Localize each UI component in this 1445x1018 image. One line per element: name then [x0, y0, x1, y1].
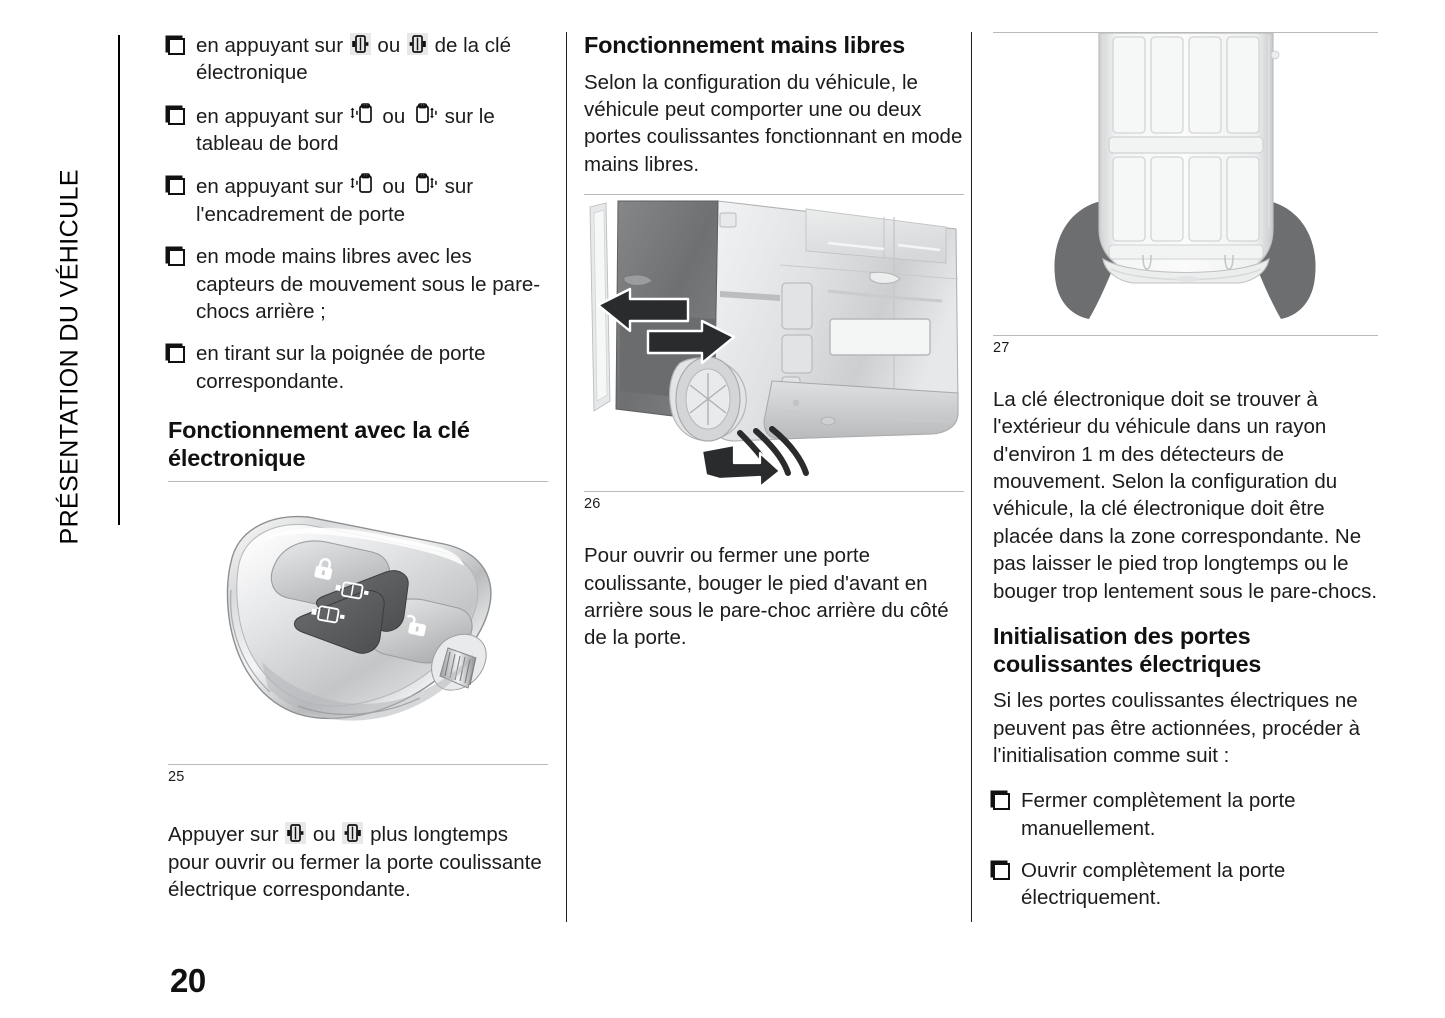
page-number: 20 — [170, 962, 206, 999]
bullet-text-post: de la clé électronique — [196, 34, 511, 85]
square-bullet-icon — [168, 38, 185, 55]
slide-door-right-icon — [342, 822, 363, 844]
bullet-text: Fermer complètement la porte manuellement. — [1021, 789, 1296, 840]
door-frame-switch-left-icon — [350, 172, 376, 196]
handsfree-paragraph: Selon la configuration du véhicule, le véhicule peut comporter une ou deux portes coulissantes fonctionnant en mode mains libres. — [584, 70, 963, 176]
figure-25-image — [168, 482, 548, 764]
bullet-text-post: sur le tableau de bord — [196, 104, 495, 156]
bullet-text-pre: en appuyant sur — [196, 104, 349, 128]
square-bullet-icon — [993, 863, 1010, 880]
initialisation-intro-paragraph: Si les portes coulissantes électriques ne peuvent pas être actionnées, procéder à l'initialisation comme suit : — [993, 689, 1360, 768]
bullet-text: en mode mains libres avec les capteurs de mouvement sous le pare-chocs arrière ; — [196, 245, 541, 323]
section-heading-initialisation: Initialisation des portes coulissantes électriques — [993, 622, 1262, 677]
running-head-rule — [118, 35, 120, 525]
key-range-paragraph: La clé électronique doit se trouver à l'extérieur du véhicule dans un rayon d'environ 1 m des détecteurs de mouvement. Selon la configuration du véhicule, la clé électronique doit être placée dans la zone correspondante. Ne pas laisser le pied trop longtemps ou le bouger trop lentement sous le pare-chocs. — [993, 388, 1378, 603]
paragraph-text-pre: Appuyer sur — [168, 823, 285, 847]
figure-27-image — [993, 33, 1378, 335]
list-item — [993, 857, 1378, 912]
running-head-sidebar — [0, 0, 135, 1018]
column-divider-2 — [971, 32, 972, 922]
figure-26 — [584, 194, 964, 512]
handsfree-usage-paragraph: Pour ouvrir ou fermer une porte coulissante, bouger le pied d'avant en arrière sous le pare-choc arrière du côté de la porte. — [584, 544, 949, 650]
figure-rule-bottom — [168, 764, 548, 765]
figure-26-image — [584, 195, 964, 491]
list-item — [168, 32, 548, 87]
bullet-text-pre: en appuyant sur — [196, 175, 349, 199]
bullet-text: Ouvrir complètement la porte électriquement. — [1021, 859, 1286, 910]
column-3 — [993, 32, 1378, 912]
slide-door-left-icon — [350, 33, 371, 55]
column-2 — [584, 32, 964, 666]
initialisation-steps-list — [993, 787, 1378, 911]
square-bullet-icon — [993, 793, 1010, 810]
list-item — [168, 243, 548, 325]
figure-rule-bottom — [584, 491, 964, 492]
paragraph-text-post: plus longtemps pour ouvrir ou fermer la porte coulissante électrique correspondante. — [168, 823, 542, 902]
slide-door-right-icon — [407, 33, 428, 55]
figure-number: 25 — [168, 769, 185, 786]
figure-rule-bottom — [993, 335, 1378, 336]
list-item — [168, 340, 548, 395]
bullet-text-mid: ou — [371, 34, 406, 57]
list-item — [993, 787, 1378, 842]
running-head-label: PRÉSENTATION DU VÉHICULE — [55, 169, 84, 545]
column-divider-1 — [566, 32, 567, 922]
figure-number: 26 — [584, 496, 601, 513]
open-methods-list — [168, 32, 548, 395]
bullet-text: en tirant sur la poignée de porte correspondante. — [196, 342, 486, 393]
square-bullet-icon — [168, 178, 185, 195]
section-heading-handsfree: Fonctionnement mains libres — [584, 32, 906, 58]
key-long-press-paragraph — [168, 821, 548, 903]
section-heading-key-operation: Fonctionnement avec la clé électronique — [168, 416, 470, 471]
bullet-text-mid: ou — [376, 175, 411, 199]
dashboard-switch-right-icon — [412, 102, 438, 126]
bullet-text-pre: en appuyant sur — [196, 34, 349, 57]
column-1 — [168, 32, 548, 917]
square-bullet-icon — [168, 346, 185, 363]
figure-25 — [168, 481, 548, 785]
list-item — [168, 172, 548, 228]
bullet-text-mid: ou — [376, 104, 411, 128]
figure-27 — [993, 32, 1378, 356]
door-frame-switch-right-icon — [412, 172, 438, 196]
bullet-text-post: sur l'encadrement de porte — [196, 175, 474, 226]
list-item — [168, 102, 548, 158]
slide-door-left-icon — [285, 822, 306, 844]
square-bullet-icon — [168, 108, 185, 125]
square-bullet-icon — [168, 249, 185, 266]
figure-number: 27 — [993, 340, 1010, 356]
paragraph-text-mid: ou — [307, 823, 342, 847]
dashboard-switch-left-icon — [350, 102, 376, 126]
